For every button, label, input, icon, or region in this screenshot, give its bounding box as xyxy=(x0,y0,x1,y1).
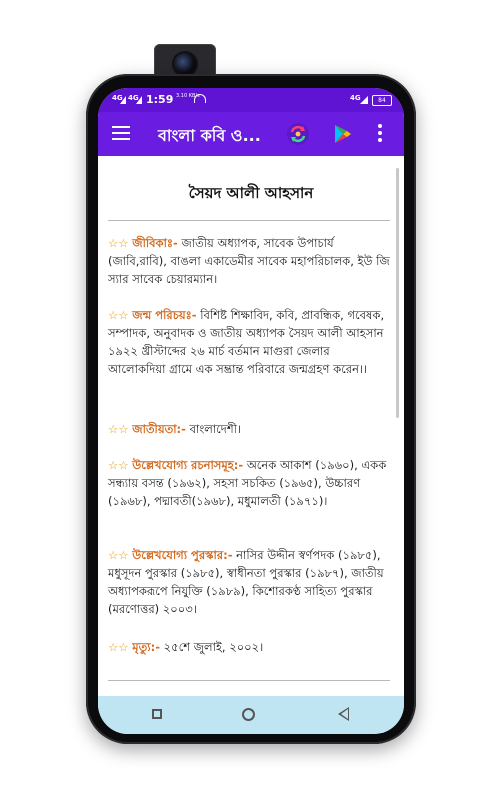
wifi-icon xyxy=(194,94,206,103)
section-label: মৃত্যু:- xyxy=(132,640,161,654)
title-divider xyxy=(108,220,390,221)
section-label: জাতীয়তা:- xyxy=(132,422,186,436)
network-type-right: 4G xyxy=(350,94,361,102)
section-text: বাংলাদেশী। xyxy=(185,422,242,436)
star-icon: ☆☆ xyxy=(108,548,129,562)
section-text: অনেক আকাশ (১৯৬০), একক সন্ধ্যায় বসন্ত (১৯৬২), সহসা সচকিত (১৯৬৫), উচ্চারণ (১৯৬৮), পদ্মাবতী(১৯৬৮), মধুমালতী (১৯৭১)। xyxy=(108,458,387,508)
back-icon[interactable] xyxy=(338,707,349,721)
app-title: বাংলা কবি ও... xyxy=(158,126,261,145)
phone-screen xyxy=(98,88,404,734)
network-type-2: 4G xyxy=(128,94,139,102)
star-icon: ☆☆ xyxy=(108,458,129,472)
menu-icon[interactable] xyxy=(112,126,130,140)
bottom-divider xyxy=(108,680,390,681)
section-text: বিশিষ্ট শিক্ষাবিদ, কবি, প্রাবন্ধিক, গবেষক, সম্পাদক, অনুবাদক ও জাতীয় অধ্যাপক সৈয়দ আলী আহসান ১৯২২ খ্রীস্টাব্দের ২৬ মার্চ বর্তমান মাগুরা জেলার আলোকদিয়া গ্রামে এক সম্ভ্রান্ত পরিবারে জন্মগ্রহণ করেন।। xyxy=(108,308,385,376)
network-speed: 3.10 KB/s xyxy=(176,93,200,99)
more-options-icon[interactable] xyxy=(377,124,383,144)
refresh-app-icon[interactable] xyxy=(286,122,310,146)
section-label: জন্ম পরিচয়ঃ- xyxy=(132,308,197,322)
star-icon: ☆☆ xyxy=(108,640,129,654)
signal-icon-right xyxy=(360,96,368,104)
battery-icon: 84 xyxy=(372,95,392,106)
section-birth xyxy=(108,306,390,378)
section-works xyxy=(108,456,390,510)
app-bar xyxy=(98,112,404,156)
clock: 1:59 xyxy=(146,93,174,106)
section-text: জাতীয় অধ্যাপক, সাবেক উপাচার্য (জাবি,রাবি), বাঙলা একাডেমীর সাবেক মহাপরিচালক, ইউ জি স্যার সাবেক চেয়ারম্যান। xyxy=(108,236,390,286)
star-icon: ☆☆ xyxy=(108,308,129,322)
home-icon[interactable] xyxy=(242,708,255,721)
section-awards xyxy=(108,546,390,618)
scrollbar[interactable] xyxy=(396,168,399,418)
recent-apps-icon[interactable] xyxy=(152,709,162,719)
camera-lens xyxy=(174,53,196,75)
navigation-bar xyxy=(98,696,404,734)
section-text: ২৫শে জুলাই, ২০০২। xyxy=(160,640,264,654)
section-occupation xyxy=(108,234,390,288)
section-text: নাসির উদ্দীন স্বর্ণপদক (১৯৮৫), মধুসূদন পুরস্কার (১৯৮৫), স্বাধীনতা পুরস্কার (১৯৮৭), জাতীয় অধ্যাপকরূপে নিযুক্তি (১৯৮৯), কিশোরকণ্ঠ সাহিত্য পুরস্কার (মরণোত্তর) ২০০৩। xyxy=(108,548,384,616)
section-nationality xyxy=(108,420,390,438)
article-content xyxy=(98,156,404,696)
status-bar xyxy=(98,88,404,112)
section-label: উল্লেখযোগ্য পুরস্কার:- xyxy=(132,548,233,562)
play-store-icon[interactable] xyxy=(330,122,354,146)
section-label: জীবিকাঃ- xyxy=(132,236,178,250)
section-death xyxy=(108,638,390,656)
section-label: উল্লেখযোগ্য রচনাসমূহ:- xyxy=(132,458,244,472)
article-title: সৈয়দ আলী আহসান xyxy=(188,184,314,202)
network-type-1: 4G xyxy=(112,94,123,102)
star-icon: ☆☆ xyxy=(108,422,129,436)
star-icon: ☆☆ xyxy=(108,236,129,250)
